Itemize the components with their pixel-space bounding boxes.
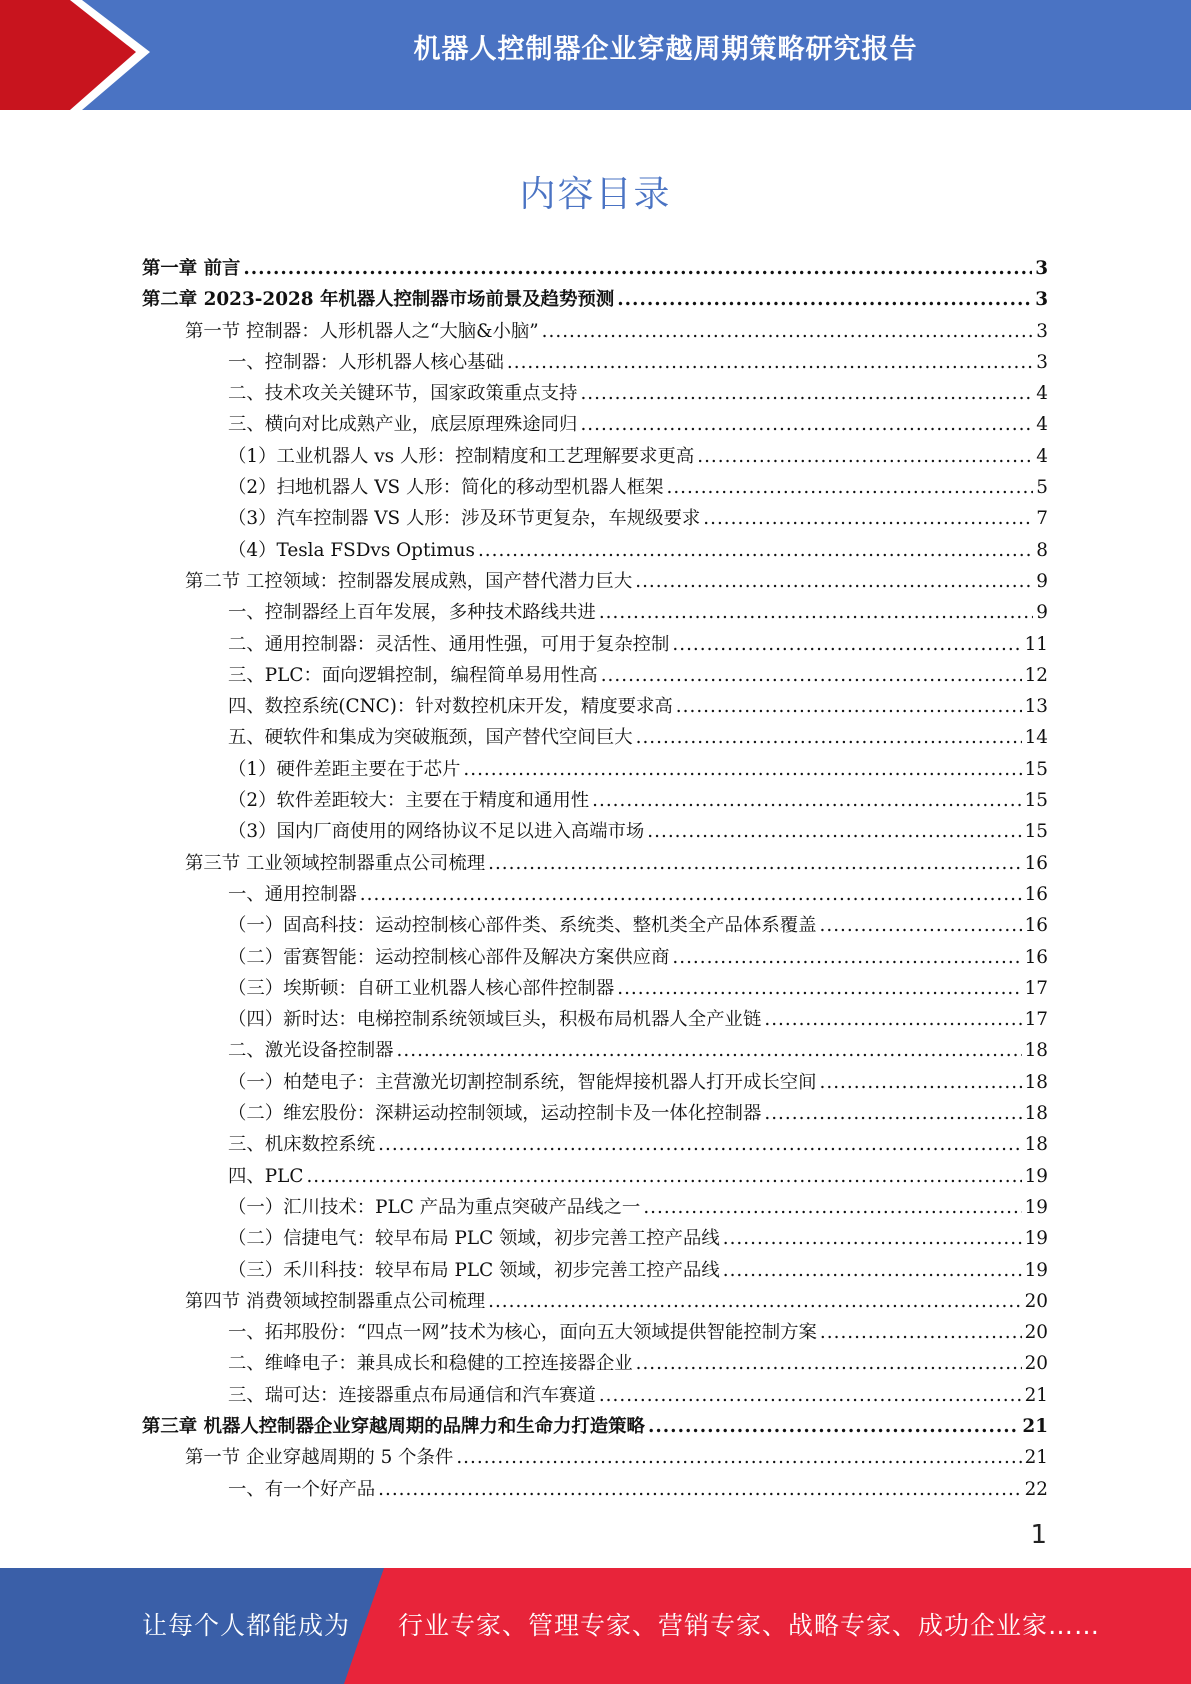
toc-entry[interactable] — [142, 723, 1048, 754]
toc-entry-page: 3 — [1036, 351, 1048, 373]
toc-leader-dots — [764, 1103, 1021, 1124]
toc-leader-dots — [703, 508, 1033, 529]
toc-entry-title: （2）软件差距较大：主要在于精度和通用性 — [228, 790, 590, 812]
toc-entry[interactable] — [142, 849, 1048, 880]
toc-entry[interactable] — [142, 285, 1048, 316]
toc-entry-title: 二、技术攻关关键环节，国家政策重点支持 — [228, 383, 578, 405]
toc-entry-title: 一、控制器经上百年发展，多种技术路线共进 — [228, 602, 596, 624]
toc-entry-title: （1）工业机器人 vs 人形：控制精度和工艺理解要求更高 — [228, 445, 695, 467]
toc-entry[interactable] — [142, 504, 1048, 535]
table-of-contents — [142, 254, 1048, 1506]
toc-entry-page: 18 — [1024, 1071, 1048, 1093]
toc-leader-dots — [617, 978, 1021, 999]
toc-entry-title: 第一节 控制器：人形机器人之“大脑&小脑” — [185, 320, 539, 342]
toc-leader-dots — [647, 821, 1021, 842]
toc-entry[interactable] — [142, 1005, 1048, 1036]
toc-entry[interactable] — [142, 692, 1048, 723]
toc-entry-page: 3 — [1035, 258, 1048, 279]
toc-entry-title: 二、激光设备控制器 — [228, 1040, 394, 1062]
toc-entry-title: 二、维峰电子：兼具成长和稳健的工控连接器企业 — [228, 1353, 633, 1375]
toc-entry-page: 16 — [1024, 852, 1048, 874]
toc-entry-page: 15 — [1024, 790, 1048, 812]
toc-entry[interactable] — [142, 1287, 1048, 1318]
toc-entry-title: （3）国内厂商使用的网络协议不足以进入高端市场 — [228, 821, 645, 843]
toc-entry[interactable] — [142, 1349, 1048, 1380]
toc-entry[interactable] — [142, 1036, 1048, 1067]
toc-entry-title: 四、PLC — [228, 1165, 304, 1187]
toc-entry-title: 三、横向对比成熟产业，底层原理殊途同归 — [228, 414, 578, 436]
toc-entry-page: 21 — [1022, 1415, 1048, 1437]
toc-entry-page: 19 — [1024, 1196, 1048, 1218]
toc-leader-dots — [643, 1197, 1021, 1218]
toc-entry[interactable] — [142, 630, 1048, 661]
toc-entry[interactable] — [142, 1162, 1048, 1193]
toc-entry-page: 17 — [1024, 1009, 1048, 1031]
toc-entry-page: 15 — [1024, 758, 1048, 780]
toc-entry-title: 一、有一个好产品 — [228, 1478, 376, 1500]
toc-entry-page: 3 — [1036, 320, 1048, 342]
toc-entry-title: 一、通用控制器 — [228, 883, 357, 905]
toc-leader-dots — [723, 1260, 1022, 1281]
toc-leader-dots — [599, 602, 1033, 623]
header-title: 机器人控制器企业穿越周期策略研究报告 — [413, 34, 918, 65]
toc-leader-dots — [601, 665, 1022, 686]
toc-entry-page: 12 — [1024, 664, 1048, 686]
toc-entry-page: 16 — [1024, 946, 1048, 968]
toc-leader-dots — [820, 1072, 1022, 1093]
toc-entry[interactable] — [142, 974, 1048, 1005]
toc-leader-dots — [599, 1385, 1022, 1406]
toc-entry-page: 13 — [1024, 696, 1048, 718]
toc-title: 内容目录 — [519, 174, 672, 215]
toc-entry[interactable] — [142, 536, 1048, 567]
toc-leader-dots — [243, 258, 1032, 279]
toc-entry[interactable] — [142, 598, 1048, 629]
toc-entry-page: 18 — [1024, 1040, 1048, 1062]
toc-entry-title: （三）禾川科技：较早布局 PLC 领域，初步完善工控产品线 — [228, 1259, 720, 1281]
toc-entry[interactable] — [142, 1318, 1048, 1349]
toc-entry-page: 16 — [1024, 915, 1048, 937]
toc-entry-title: （一）汇川技术：PLC 产品为重点突破产品线之一 — [228, 1196, 641, 1218]
toc-entry[interactable] — [142, 379, 1048, 410]
page-number: 1 — [1030, 1520, 1047, 1550]
toc-entry[interactable] — [142, 348, 1048, 379]
toc-entry-page: 8 — [1036, 539, 1048, 561]
toc-leader-dots — [723, 1228, 1022, 1249]
toc-leader-dots — [697, 446, 1033, 467]
toc-entry-page: 20 — [1024, 1353, 1048, 1375]
toc-entry[interactable] — [142, 567, 1048, 598]
toc-entry-title: （二）雷赛智能：运动控制核心部件及解决方案供应商 — [228, 946, 670, 968]
toc-entry[interactable] — [142, 943, 1048, 974]
toc-leader-dots — [378, 1134, 1021, 1155]
toc-leader-dots — [820, 915, 1022, 936]
toc-entry-page: 19 — [1024, 1165, 1048, 1187]
toc-leader-dots — [378, 1479, 1021, 1500]
toc-entry[interactable] — [142, 755, 1048, 786]
toc-entry[interactable] — [142, 410, 1048, 441]
toc-entry-title: （2）扫地机器人 VS 人形：简化的移动型机器人框架 — [228, 477, 664, 499]
toc-entry-title: （1）硬件差距主要在于芯片 — [228, 758, 461, 780]
toc-entry-title: 第三章 机器人控制器企业穿越周期的品牌力和生命力打造策略 — [142, 1415, 645, 1437]
toc-leader-dots — [666, 477, 1033, 498]
toc-entry[interactable] — [142, 1224, 1048, 1255]
toc-entry[interactable] — [142, 1381, 1048, 1412]
toc-entry-page: 19 — [1024, 1259, 1048, 1281]
toc-entry-title: 第三节 工业领域控制器重点公司梳理 — [185, 852, 486, 874]
toc-entry[interactable] — [142, 1412, 1048, 1443]
toc-entry[interactable] — [142, 1443, 1048, 1474]
toc-entry-page: 19 — [1024, 1228, 1048, 1250]
toc-entry-title: （一）固高科技：运动控制核心部件类、系统类、整机类全产品体系覆盖 — [228, 915, 817, 937]
toc-leader-dots — [488, 1291, 1021, 1312]
toc-entry-page: 9 — [1036, 602, 1048, 624]
page-header — [0, 0, 1191, 110]
toc-entry[interactable] — [142, 786, 1048, 817]
toc-entry[interactable] — [142, 1193, 1048, 1224]
toc-entry[interactable] — [142, 880, 1048, 911]
toc-entry-title: （三）埃斯顿：自研工业机器人核心部件控制器 — [228, 977, 615, 999]
footer-slogan-right: 行业专家、管理专家、营销专家、战略专家、成功企业家…… — [398, 1611, 1101, 1640]
toc-leader-dots — [672, 947, 1021, 968]
toc-entry-page: 17 — [1024, 977, 1048, 999]
toc-leader-dots — [456, 1447, 1021, 1468]
toc-entry[interactable] — [142, 661, 1048, 692]
toc-entry-title: 三、机床数控系统 — [228, 1134, 376, 1156]
toc-entry-page: 4 — [1036, 414, 1048, 436]
toc-leader-dots — [306, 1166, 1021, 1187]
toc-entry-title: 五、硬软件和集成为突破瓶颈，国产替代空间巨大 — [228, 727, 633, 749]
toc-leader-dots — [648, 1416, 1019, 1437]
toc-entry-page: 20 — [1024, 1322, 1048, 1344]
toc-entry-page: 21 — [1024, 1447, 1048, 1469]
toc-leader-dots — [488, 853, 1021, 874]
toc-entry[interactable] — [142, 1256, 1048, 1287]
toc-entry-title: 第一节 企业穿越周期的 5 个条件 — [185, 1447, 454, 1469]
toc-entry-title: （3）汽车控制器 VS 人形：涉及环节更复杂，车规级要求 — [228, 508, 701, 530]
toc-leader-dots — [478, 540, 1033, 561]
toc-entry[interactable] — [142, 317, 1048, 348]
toc-entry-page: 9 — [1036, 570, 1048, 592]
toc-entry[interactable] — [142, 1068, 1048, 1099]
toc-entry-page: 5 — [1036, 477, 1048, 499]
toc-leader-dots — [397, 1040, 1022, 1061]
page-footer — [0, 1568, 1191, 1684]
toc-entry-page: 3 — [1035, 289, 1048, 311]
toc-entry-title: （二）维宏股份：深耕运动控制领域，运动控制卡及一体化控制器 — [228, 1103, 762, 1125]
toc-entry-page: 18 — [1024, 1103, 1048, 1125]
toc-entry-page: 11 — [1024, 633, 1048, 655]
toc-entry-title: （一）柏楚电子：主营激光切割控制系统，智能焊接机器人打开成长空间 — [228, 1071, 817, 1093]
toc-leader-dots — [463, 759, 1021, 780]
toc-entry[interactable] — [142, 1475, 1048, 1506]
toc-entry-title: 第四节 消费领域控制器重点公司梳理 — [185, 1290, 486, 1312]
toc-leader-dots — [507, 352, 1033, 373]
toc-entry-title: 四、数控系统(CNC)：针对数控机床开发，精度要求高 — [228, 696, 673, 718]
toc-entry-title: （四）新时达：电梯控制系统领域巨头，积极布局机器人全产业链 — [228, 1009, 762, 1031]
toc-entry-title: 第二章 2023-2028 年机器人控制器市场前景及趋势预测 — [142, 289, 615, 311]
toc-entry-title: 三、PLC：面向逻辑控制，编程简单易用性高 — [228, 664, 598, 686]
toc-entry[interactable] — [142, 817, 1048, 848]
toc-leader-dots — [672, 634, 1021, 655]
toc-entry-title: （4）Tesla FSDvs Optimus — [228, 539, 475, 561]
toc-leader-dots — [360, 884, 1022, 905]
toc-entry-title: 一、拓邦股份：“四点一网”技术为核心，面向五大领域提供智能控制方案 — [228, 1322, 817, 1344]
toc-entry-page: 7 — [1036, 508, 1048, 530]
toc-leader-dots — [636, 1353, 1022, 1374]
toc-leader-dots — [542, 321, 1034, 342]
toc-entry-page: 14 — [1024, 727, 1048, 749]
toc-entry[interactable] — [142, 911, 1048, 942]
toc-entry-title: 第一章 前言 — [142, 258, 241, 279]
toc-entry[interactable] — [142, 254, 1048, 285]
toc-entry-title: 第二节 工控领域：控制器发展成熟，国产替代潜力巨大 — [185, 570, 633, 592]
toc-entry-page: 15 — [1024, 821, 1048, 843]
toc-leader-dots — [617, 289, 1032, 310]
toc-leader-dots — [592, 790, 1021, 811]
toc-leader-dots — [635, 571, 1033, 592]
toc-entry-page: 16 — [1024, 883, 1048, 905]
toc-entry[interactable] — [142, 442, 1048, 473]
toc-leader-dots — [764, 1009, 1021, 1030]
toc-leader-dots — [676, 696, 1022, 717]
toc-entry[interactable] — [142, 1130, 1048, 1161]
toc-entry-title: （二）信捷电气：较早布局 PLC 领域，初步完善工控产品线 — [228, 1228, 720, 1250]
toc-entry-page: 20 — [1024, 1290, 1048, 1312]
toc-entry-page: 4 — [1036, 445, 1048, 467]
toc-entry-page: 21 — [1024, 1384, 1048, 1406]
toc-entry-title: 二、通用控制器：灵活性、通用性强，可用于复杂控制 — [228, 633, 670, 655]
toc-entry[interactable] — [142, 473, 1048, 504]
footer-slogan-left: 让每个人都能成为 — [142, 1611, 351, 1640]
toc-leader-dots — [820, 1322, 1022, 1343]
toc-leader-dots — [580, 414, 1033, 435]
toc-entry-page: 22 — [1024, 1478, 1048, 1500]
toc-entry-title: 一、控制器：人形机器人核心基础 — [228, 351, 504, 373]
toc-leader-dots — [636, 727, 1022, 748]
toc-entry[interactable] — [142, 1099, 1048, 1130]
toc-entry-page: 4 — [1036, 383, 1048, 405]
toc-entry-page: 18 — [1024, 1134, 1048, 1156]
toc-entry-title: 三、瑞可达：连接器重点布局通信和汽车赛道 — [228, 1384, 596, 1406]
toc-leader-dots — [580, 383, 1033, 404]
